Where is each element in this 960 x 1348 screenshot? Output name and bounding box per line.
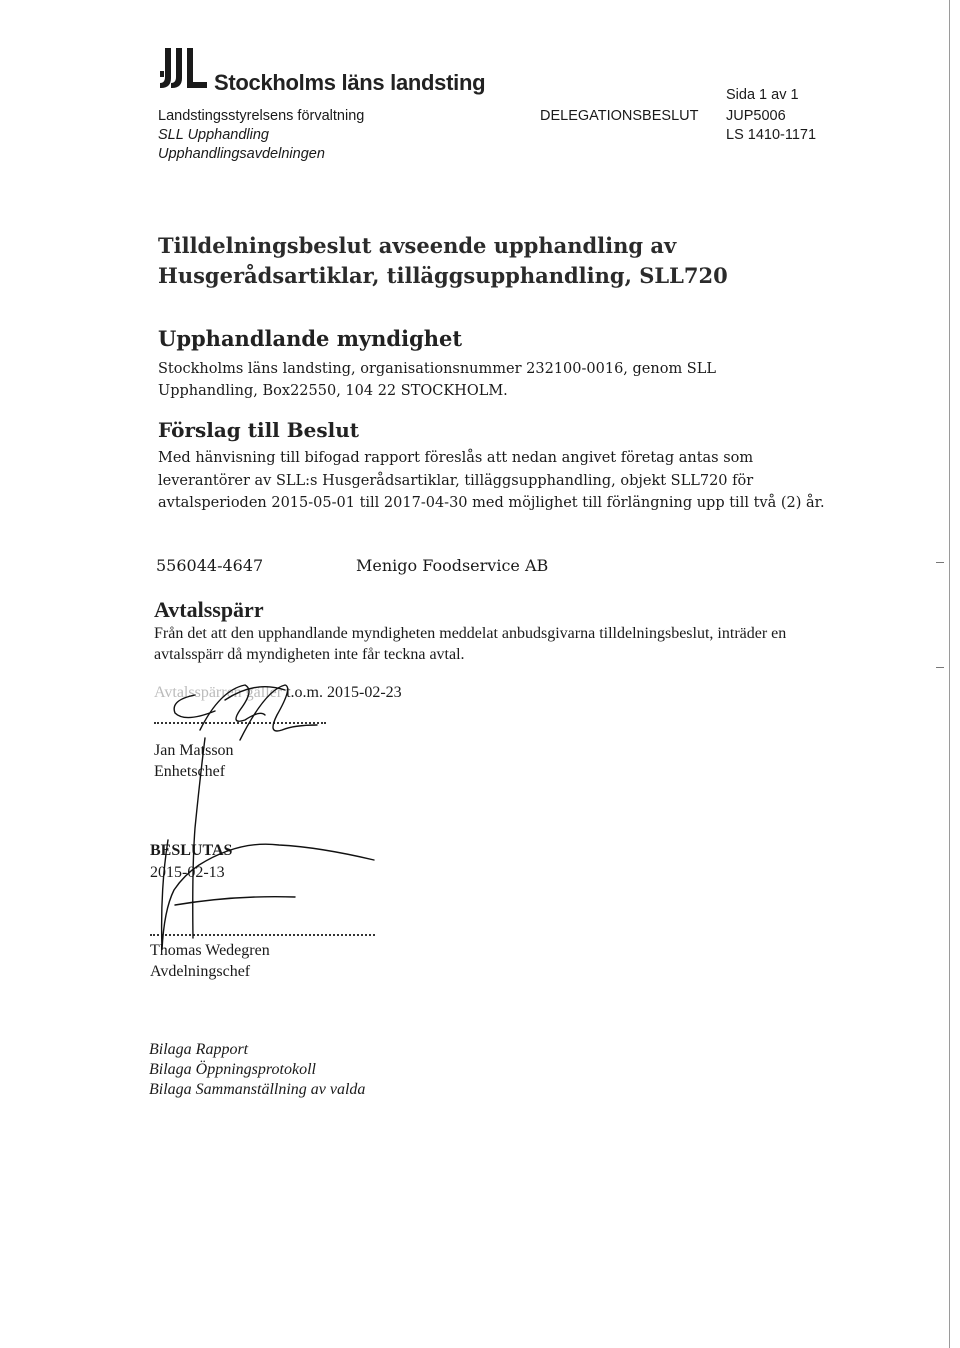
document-title-line-1: Tilldelningsbeslut avseende upphandling av [158,233,677,258]
reference-number-1: JUP5006 [726,108,786,124]
decision-signatory-role: Avdelningschef [150,963,251,980]
standstill-body: Från det att den upphandlande myndigheten meddelat anbudsgivarna tilldelningsbeslut, inträder en avtalsspärr då myndigheten inte får teckna avtal. [154,625,787,663]
decision-label: BESLUTAS [150,842,233,859]
reference-number-2: LS 1410-1171 [726,127,817,143]
department-line-3: Upphandlingsavdelningen [158,146,325,162]
signature-line-1 [154,722,326,724]
signature-line-2 [150,934,375,936]
proposal-heading: Förslag till Beslut [158,418,360,442]
page-number: Sida 1 av 1 [726,87,799,103]
standstill-valid-prefix: Avtalsspärren gäller [154,684,283,701]
scan-edge-mark [936,667,944,668]
department-line-1: Landstingsstyrelsens förvaltning [158,108,365,124]
document-type: DELEGATIONSBESLUT [540,108,699,124]
sll-logo-icon [158,46,210,92]
standstill-valid-suffix: t.o.m. 2015-02-23 [286,684,402,701]
attachment-item: Bilaga Öppningsprotokoll [149,1061,316,1078]
supplier-org-number: 556044-4647 [156,556,264,575]
organization-name: Stockholms läns landsting [214,70,486,95]
scan-edge-mark [936,562,944,563]
standstill-valid-until [154,684,402,702]
signatory-1-role: Enhetschef [154,763,226,780]
attachment-item: Bilaga Rapport [149,1041,249,1058]
scan-edge-line [949,0,950,1348]
authority-body: Stockholms läns landsting, organisationsnummer 232100-0016, genom SLL Upphandling, Box22550, 104 22 STOCKHOLM. [158,361,716,399]
supplier-name: Menigo Foodservice AB [356,556,549,575]
signatory-1-name: Jan Matsson [154,742,234,759]
decision-date: 2015-02-13 [150,864,225,881]
decision-signatory-name: Thomas Wedegren [150,942,270,959]
attachment-item: Bilaga Sammanställning av valda [149,1081,366,1098]
standstill-heading: Avtalsspärr [154,597,264,622]
proposal-body: Med hänvisning till bifogad rapport föreslås att nedan angivet företag antas som leverantörer av SLL:s Husgerådsartiklar, tilläggsupphandling, objekt SLL720 för avtalsperioden 2015-05-01 till 2017-04-30 med möjlighet till förlängning upp till två (2) år. [158,450,825,511]
department-line-2: SLL Upphandling [158,127,269,143]
authority-heading: Upphandlande myndighet [158,326,463,351]
document-title-line-2: Husgerådsartiklar, tilläggsupphandling, SLL720 [158,263,728,288]
